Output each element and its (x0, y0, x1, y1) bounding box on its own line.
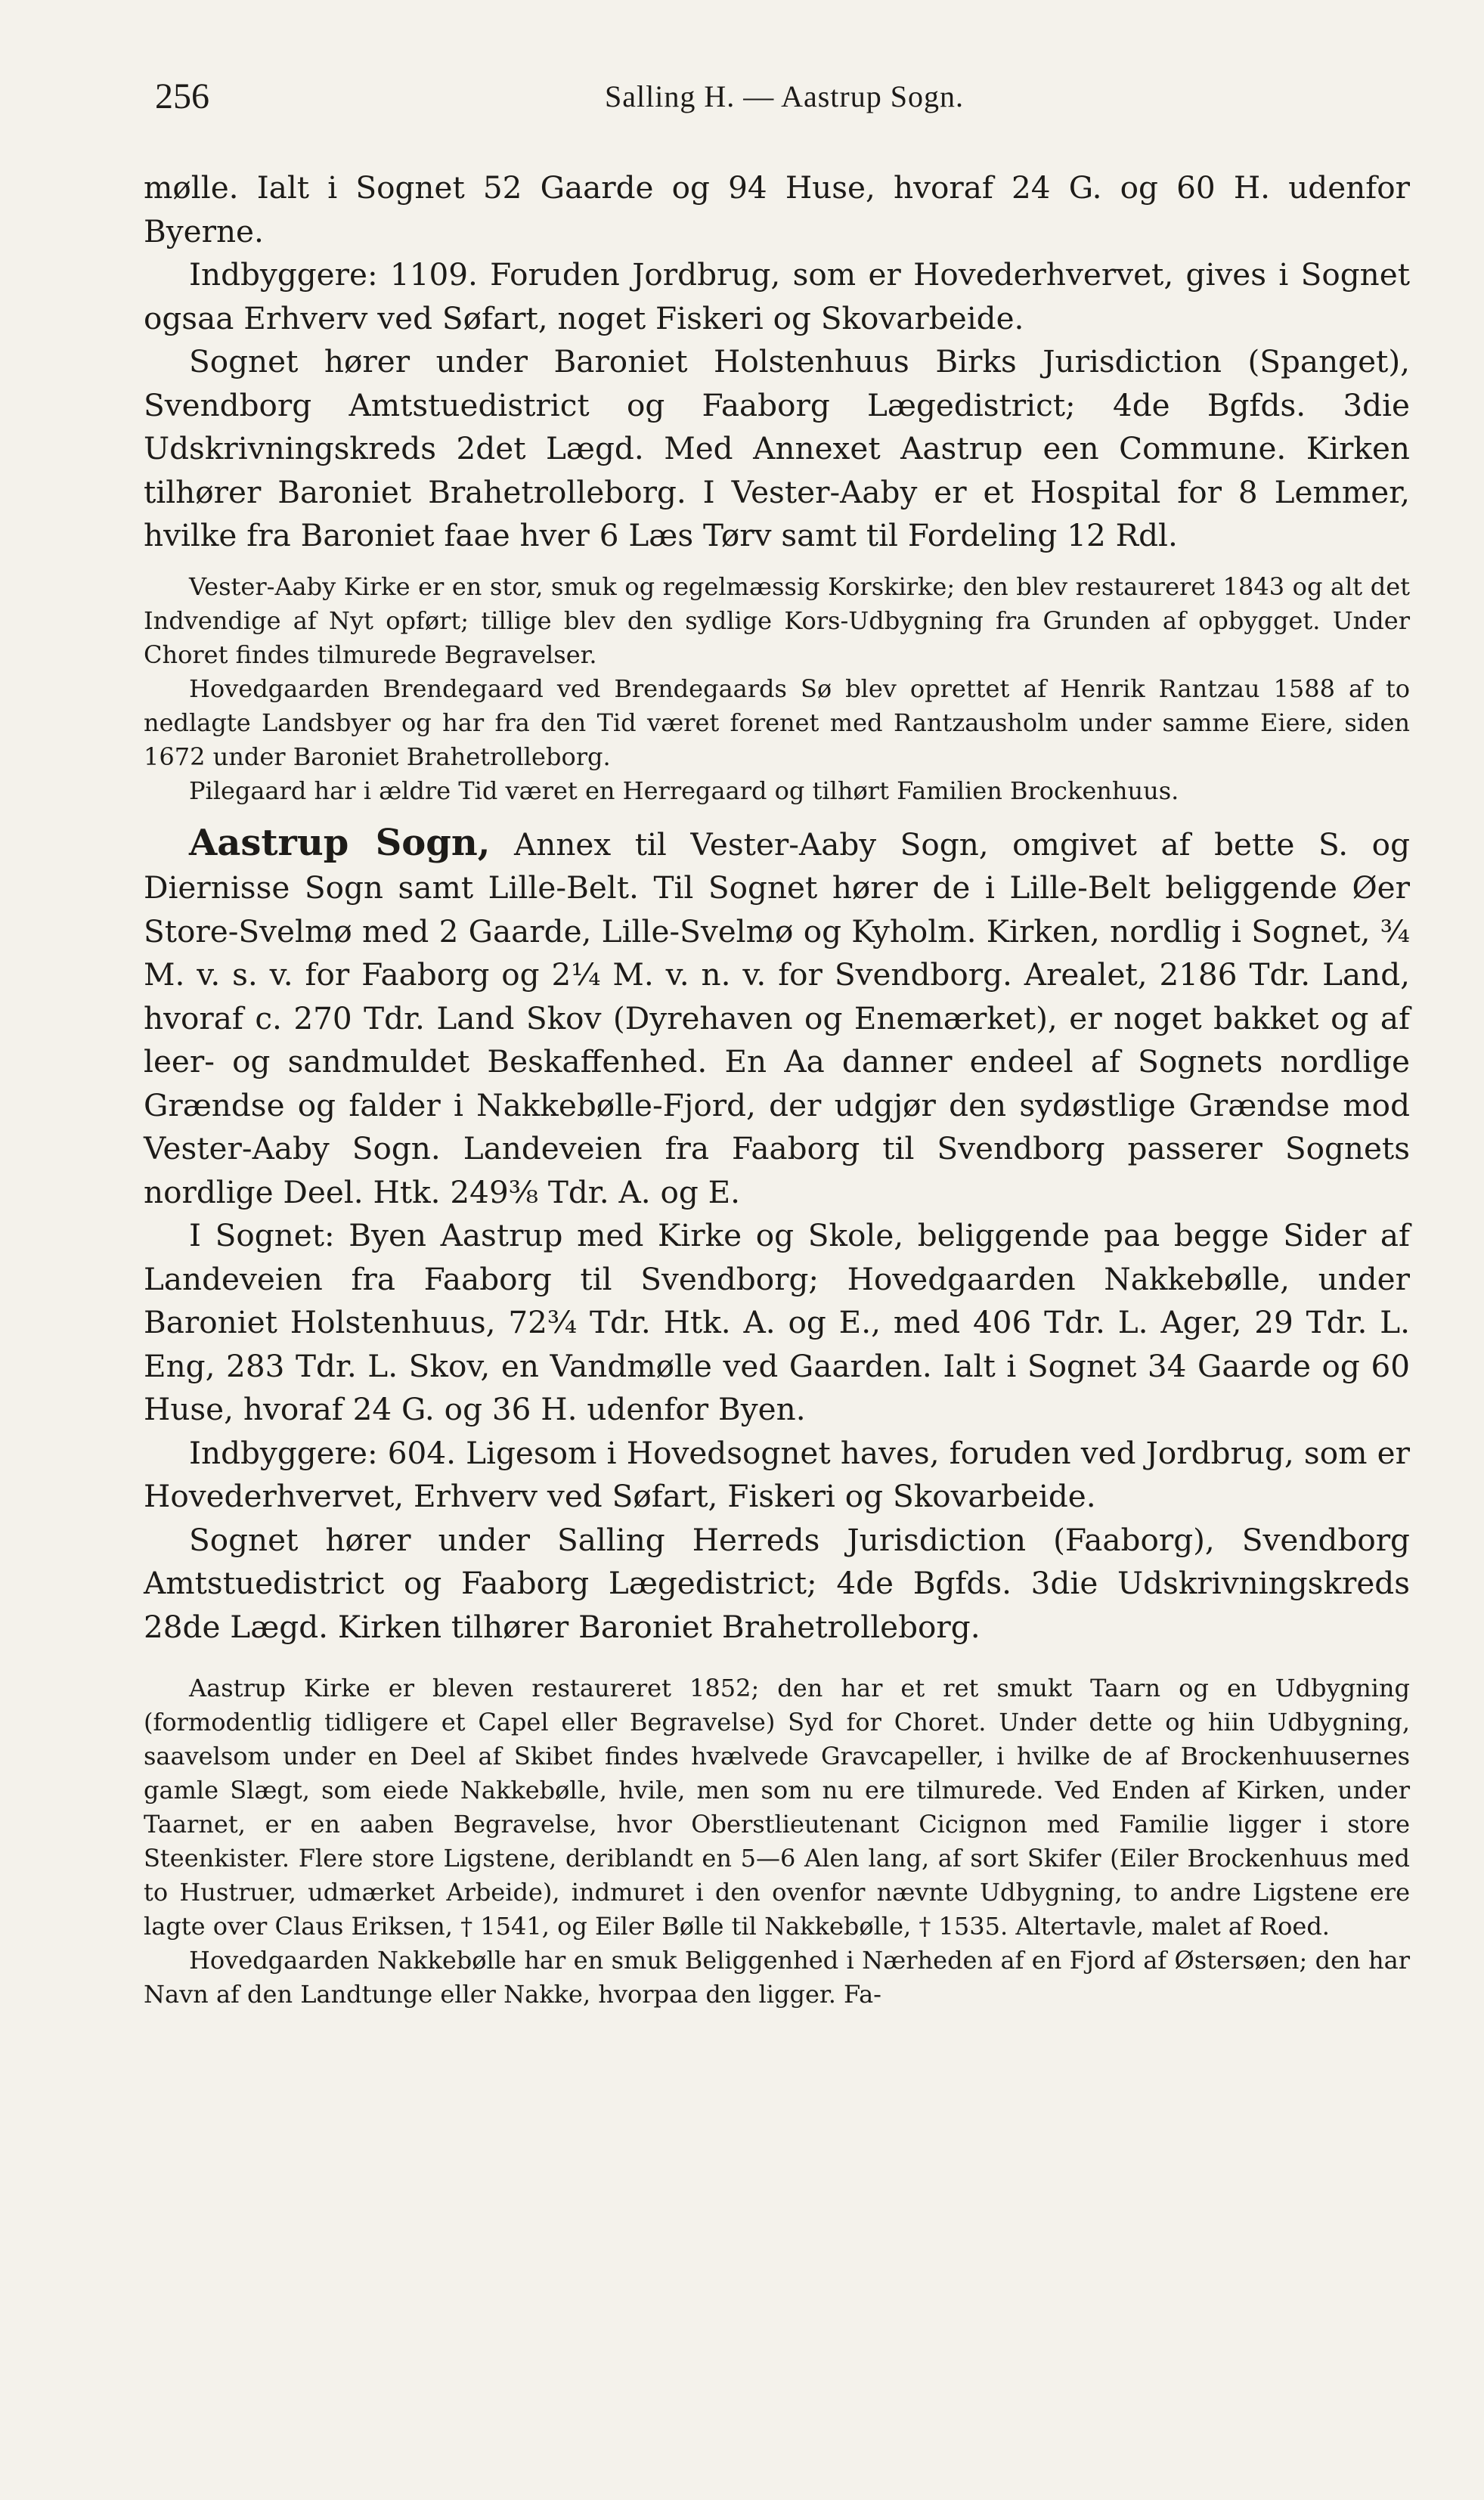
vester-aaby-continuation (144, 166, 1410, 558)
section-title: Aastrup Sogn, (189, 821, 491, 864)
note-aastrup-church: Aastrup Kirke er bleven restaureret 1852; den har et ret smukt Taarn og en Udbygning (formodentlig tidligere et Capel eller Begravelse) Syd for Choret. Under dette og hiin Udbygning, saavelsom under en Deel af Skibet findes hvælvede Gravcapeller, i hvilke de af Brockenhuusernes gamle Slægt, som eiede Nakkebølle, hvile, men som nu ere tilmurede. Ved Enden af Kirken, under Taarnet, er en aaben Begravelse, hvor Oberstlieutenant Cicignon med Familie ligger i store Steenkister. Flere store Ligstene, deriblandt en 5—6 Alen lang, af sort Skifer (Eiler Brockenhuus med to Hustruer, udmærket Arbeide), indmuret i den ovenfor nævnte Udbygning, to andre Ligstene ere lagte over Claus Eriksen, † 1541, og Eiler Bølle til Nakkebølle, † 1535. Altertavle, malet af Roed. (144, 1674, 1410, 1941)
page-header (155, 76, 1414, 129)
paragraph-aastrup-intro (144, 822, 1410, 1215)
paragraph-jurisdiction: Sognet hører under Baroniet Holstenhuus Birks Jurisdiction (Spanget), Svendborg Amtstuedistrict og Faaborg Lægedistrict; 4de Bgfds. 3die Udskrivningskreds 2det Lægd. Med Annexet Aastrup een Commune. Kirken tilhører Baroniet Brahetrolleborg. I Vester-Aaby er et Hospital for 8 Lemmer, hvilke fra Baroniet faae hver 6 Læs Tørv samt til Fordeling 12 Rdl. (144, 343, 1410, 553)
page-body (144, 166, 1410, 2012)
note-nakkebolle: Hovedgaarden Nakkebølle har en smuk Beliggenhed i Nærheden af en Fjord af Østersøen; den har Navn af den Landtunge eller Nakke, hvorpaa den ligger. Fa- (144, 1946, 1410, 2009)
footnotes-aastrup (144, 1671, 1410, 2012)
running-head: Salling H. — Aastrup Sogn. (605, 79, 964, 113)
aastrup-section (144, 822, 1410, 1650)
paragraph-inhabitants: Indbyggere: 1109. Foruden Jordbrug, som er Hovederhvervet, gives i Sognet ogsaa Erhverv ved Søfart, noget Fiskeri og Skovarbeide. (144, 256, 1410, 336)
section-intro-text: Annex til Vester-Aaby Sogn, omgivet af bette S. og Diernisse Sogn samt Lille-Belt. Til Sognet hører de i Lille-Belt beliggende Øer Store-Svelmø med 2 Gaarde, Lille-Svelmø og Kyholm. Kirken, nordlig i Sognet, ¾ M. v. s. v. for Faaborg og 2¼ M. v. n. v. for Svendborg. Arealet, 2186 Tdr. Land, hvoraf c. 270 Tdr. Land Skov (Dyrehaven og Enemærket), er noget bakket og af leer- og sandmuldet Beskaffenhed. En Aa danner endeel af Sognets nordlige Grændse og falder i Nakkebølle-Fjord, der udgjør den sydøstlige Grændse mod Vester-Aaby Sogn. Landeveien fra Faaborg til Svendborg passerer Sognets nordlige Deel. Htk. 249⅜ Tdr. A. og E. (144, 826, 1410, 1210)
note-pilegaard: Pilegaard har i ældre Tid været en Herregaard og tilhørt Familien Brockenhuus. (189, 776, 1179, 805)
note-brendegaard: Hovedgaarden Brendegaard ved Brendegaards Sø blev oprettet af Henrik Rantzau 1588 af to nedlagte Landsbyer og har fra den Tid været forenet med Rantzausholm under samme Eiere, siden 1672 under Baroniet Brahetrolleborg. (144, 674, 1410, 771)
note-church: Vester-Aaby Kirke er en stor, smuk og regelmæssig Korskirke; den blev restaureret 1843 og alt det Indvendige af Nyt opført; tillige blev den sydlige Kors-Udbygning fra Grunden af opbygget. Under Choret findes tilmurede Begravelser. (144, 572, 1410, 669)
footnotes-vester-aaby (144, 570, 1410, 808)
page-number: 256 (155, 76, 209, 116)
paragraph-aastrup-places: I Sognet: Byen Aastrup med Kirke og Skole, beliggende paa begge Sider af Landeveien fra Faaborg til Svendborg; Hovedgaarden Nakkebølle, under Baroniet Holstenhuus, 72¾ Tdr. Htk. A. og E., med 406 Tdr. L. Ager, 29 Tdr. L. Eng, 283 Tdr. L. Skov, en Vandmølle ved Gaarden. Ialt i Sognet 34 Gaarde og 60 Huse, hvoraf 24 G. og 36 H. udenfor Byen. (144, 1217, 1410, 1427)
paragraph-farms-count: mølle. Ialt i Sognet 52 Gaarde og 94 Huse, hvoraf 24 G. og 60 H. udenfor Byerne. (144, 169, 1410, 249)
paragraph-aastrup-inhabitants: Indbyggere: 604. Ligesom i Hovedsognet haves, foruden ved Jordbrug, som er Hovederhvervet, Erhverv ved Søfart, Fiskeri og Skovarbeide. (144, 1434, 1410, 1514)
paragraph-aastrup-jurisdiction: Sognet hører under Salling Herreds Jurisdiction (Faaborg), Svendborg Amtstuedistrict og Faaborg Lægedistrict; 4de Bgfds. 3die Udskrivningskreds 28de Lægd. Kirken tilhører Baroniet Brahetrolleborg. (144, 1521, 1410, 1645)
